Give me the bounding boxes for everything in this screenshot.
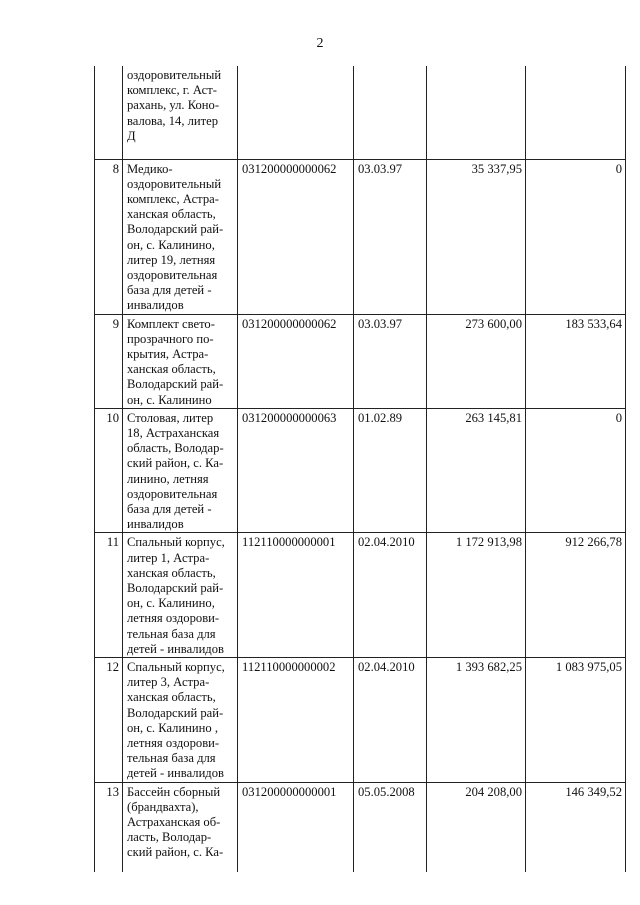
residual-value: 0	[526, 159, 626, 314]
book-value: 263 145,81	[427, 408, 526, 533]
description-line: линино, летняя	[127, 471, 209, 486]
description-line: ский район, с. Ка-	[127, 456, 224, 471]
inventory-code: 031200000000063	[238, 408, 354, 533]
description-line: прозрачного по-	[127, 331, 214, 346]
book-value: 1 172 913,98	[427, 533, 526, 658]
table-row	[95, 408, 626, 533]
table-row	[95, 159, 626, 314]
description-line: (брандвахта),	[127, 799, 199, 814]
description-line: литер 1, Астра-	[127, 550, 210, 565]
book-value: 1 393 682,25	[427, 658, 526, 783]
table-row	[95, 533, 626, 658]
date-cell: 02.04.2010	[354, 533, 427, 658]
description-line: комплекс, г. Аст-	[127, 83, 217, 98]
date-cell: 03.03.97	[354, 314, 427, 408]
date-cell	[354, 66, 427, 159]
book-value: 35 337,95	[427, 159, 526, 314]
table-row	[95, 658, 626, 783]
assets-table	[94, 66, 626, 872]
description-line: оздоровительный	[127, 176, 222, 191]
description-line: литер 19, летняя	[127, 252, 216, 267]
description-line: Володарский рай-	[127, 580, 224, 595]
description-line: оздоровительная	[127, 267, 218, 282]
description-line: область, Володар-	[127, 441, 224, 456]
row-number: 10	[95, 408, 123, 533]
description-line: Володарский рай-	[127, 377, 224, 392]
description-line: база для детей -	[127, 283, 212, 298]
description-line: инвалидов	[127, 298, 184, 313]
description-cell	[123, 159, 238, 314]
description-line: Столовая, литер	[127, 410, 214, 425]
description-line: литер 3, Астра-	[127, 675, 210, 690]
description-line: крытия, Астра-	[127, 346, 209, 361]
description-cell	[123, 314, 238, 408]
description-line: оздоровительный	[127, 68, 222, 82]
table-row	[95, 782, 626, 872]
description-line: инвалидов	[127, 517, 184, 532]
description-cell	[123, 533, 238, 658]
description-line: ханская область,	[127, 690, 216, 705]
date-cell: 02.04.2010	[354, 658, 427, 783]
book-value	[427, 66, 526, 159]
description-line: ский район, с. Ка-	[127, 845, 224, 860]
description-line: летняя оздорови-	[127, 611, 220, 626]
description-line: Володарский рай-	[127, 222, 224, 237]
row-number: 9	[95, 314, 123, 408]
description-line: он, с. Калинино,	[127, 596, 215, 611]
description-line: Спальный корпус,	[127, 535, 225, 550]
description-line: он, с. Калинино,	[127, 237, 215, 252]
description-cell	[123, 408, 238, 533]
row-number: 13	[95, 782, 123, 872]
description-line: 18, Астраханская	[127, 425, 220, 440]
date-cell: 01.02.89	[354, 408, 427, 533]
book-value: 204 208,00	[427, 782, 526, 872]
residual-value: 146 349,52	[526, 782, 626, 872]
description-line: комплекс, Астра-	[127, 191, 219, 206]
description-line: он, с. Калинино	[127, 392, 212, 407]
page-number: 2	[316, 36, 324, 51]
inventory-code: 031200000000062	[238, 314, 354, 408]
description-line: ханская область,	[127, 362, 216, 377]
table-row	[95, 66, 626, 159]
description-line: ханская область,	[127, 565, 216, 580]
description-line: Комплект свето-	[127, 316, 215, 331]
description-line: тельная база для	[127, 751, 216, 766]
description-line: тельная база для	[127, 626, 216, 641]
description-line: летняя оздорови-	[127, 736, 220, 751]
description-line: база для детей -	[127, 501, 212, 516]
inventory-code	[238, 66, 354, 159]
row-number	[95, 66, 123, 159]
description-line: ханская область,	[127, 207, 216, 222]
description-cell	[123, 658, 238, 783]
description-line: рахань, ул. Коно-	[127, 98, 220, 113]
description-line: Бассейн сборный	[127, 784, 221, 799]
residual-value	[526, 66, 626, 159]
description-line: он, с. Калинино ,	[127, 720, 218, 735]
table-row	[95, 314, 626, 408]
description-line: Спальный корпус,	[127, 660, 225, 674]
residual-value: 912 266,78	[526, 533, 626, 658]
description-cell	[123, 782, 238, 872]
description-cell	[123, 66, 238, 159]
date-cell: 05.05.2008	[354, 782, 427, 872]
description-line: ласть, Володар-	[127, 830, 212, 845]
inventory-code: 112110000000001	[238, 533, 354, 658]
description-line: Медико-	[127, 161, 173, 176]
inventory-code: 031200000000001	[238, 782, 354, 872]
book-value: 273 600,00	[427, 314, 526, 408]
description-line: детей - инвалидов	[127, 766, 224, 781]
date-cell: 03.03.97	[354, 159, 427, 314]
description-line: Астраханская об-	[127, 815, 221, 830]
inventory-code: 031200000000062	[238, 159, 354, 314]
description-line: оздоровительная	[127, 486, 218, 501]
description-line: валова, 14, литер	[127, 113, 219, 128]
residual-value: 183 533,64	[526, 314, 626, 408]
row-number: 8	[95, 159, 123, 314]
residual-value: 0	[526, 408, 626, 533]
residual-value: 1 083 975,05	[526, 658, 626, 783]
row-number: 11	[95, 533, 123, 658]
description-line: Володарский рай-	[127, 705, 224, 720]
row-number: 12	[95, 658, 123, 783]
description-line: детей - инвалидов	[127, 641, 224, 656]
description-line: Д	[127, 128, 136, 143]
inventory-code: 112110000000002	[238, 658, 354, 783]
